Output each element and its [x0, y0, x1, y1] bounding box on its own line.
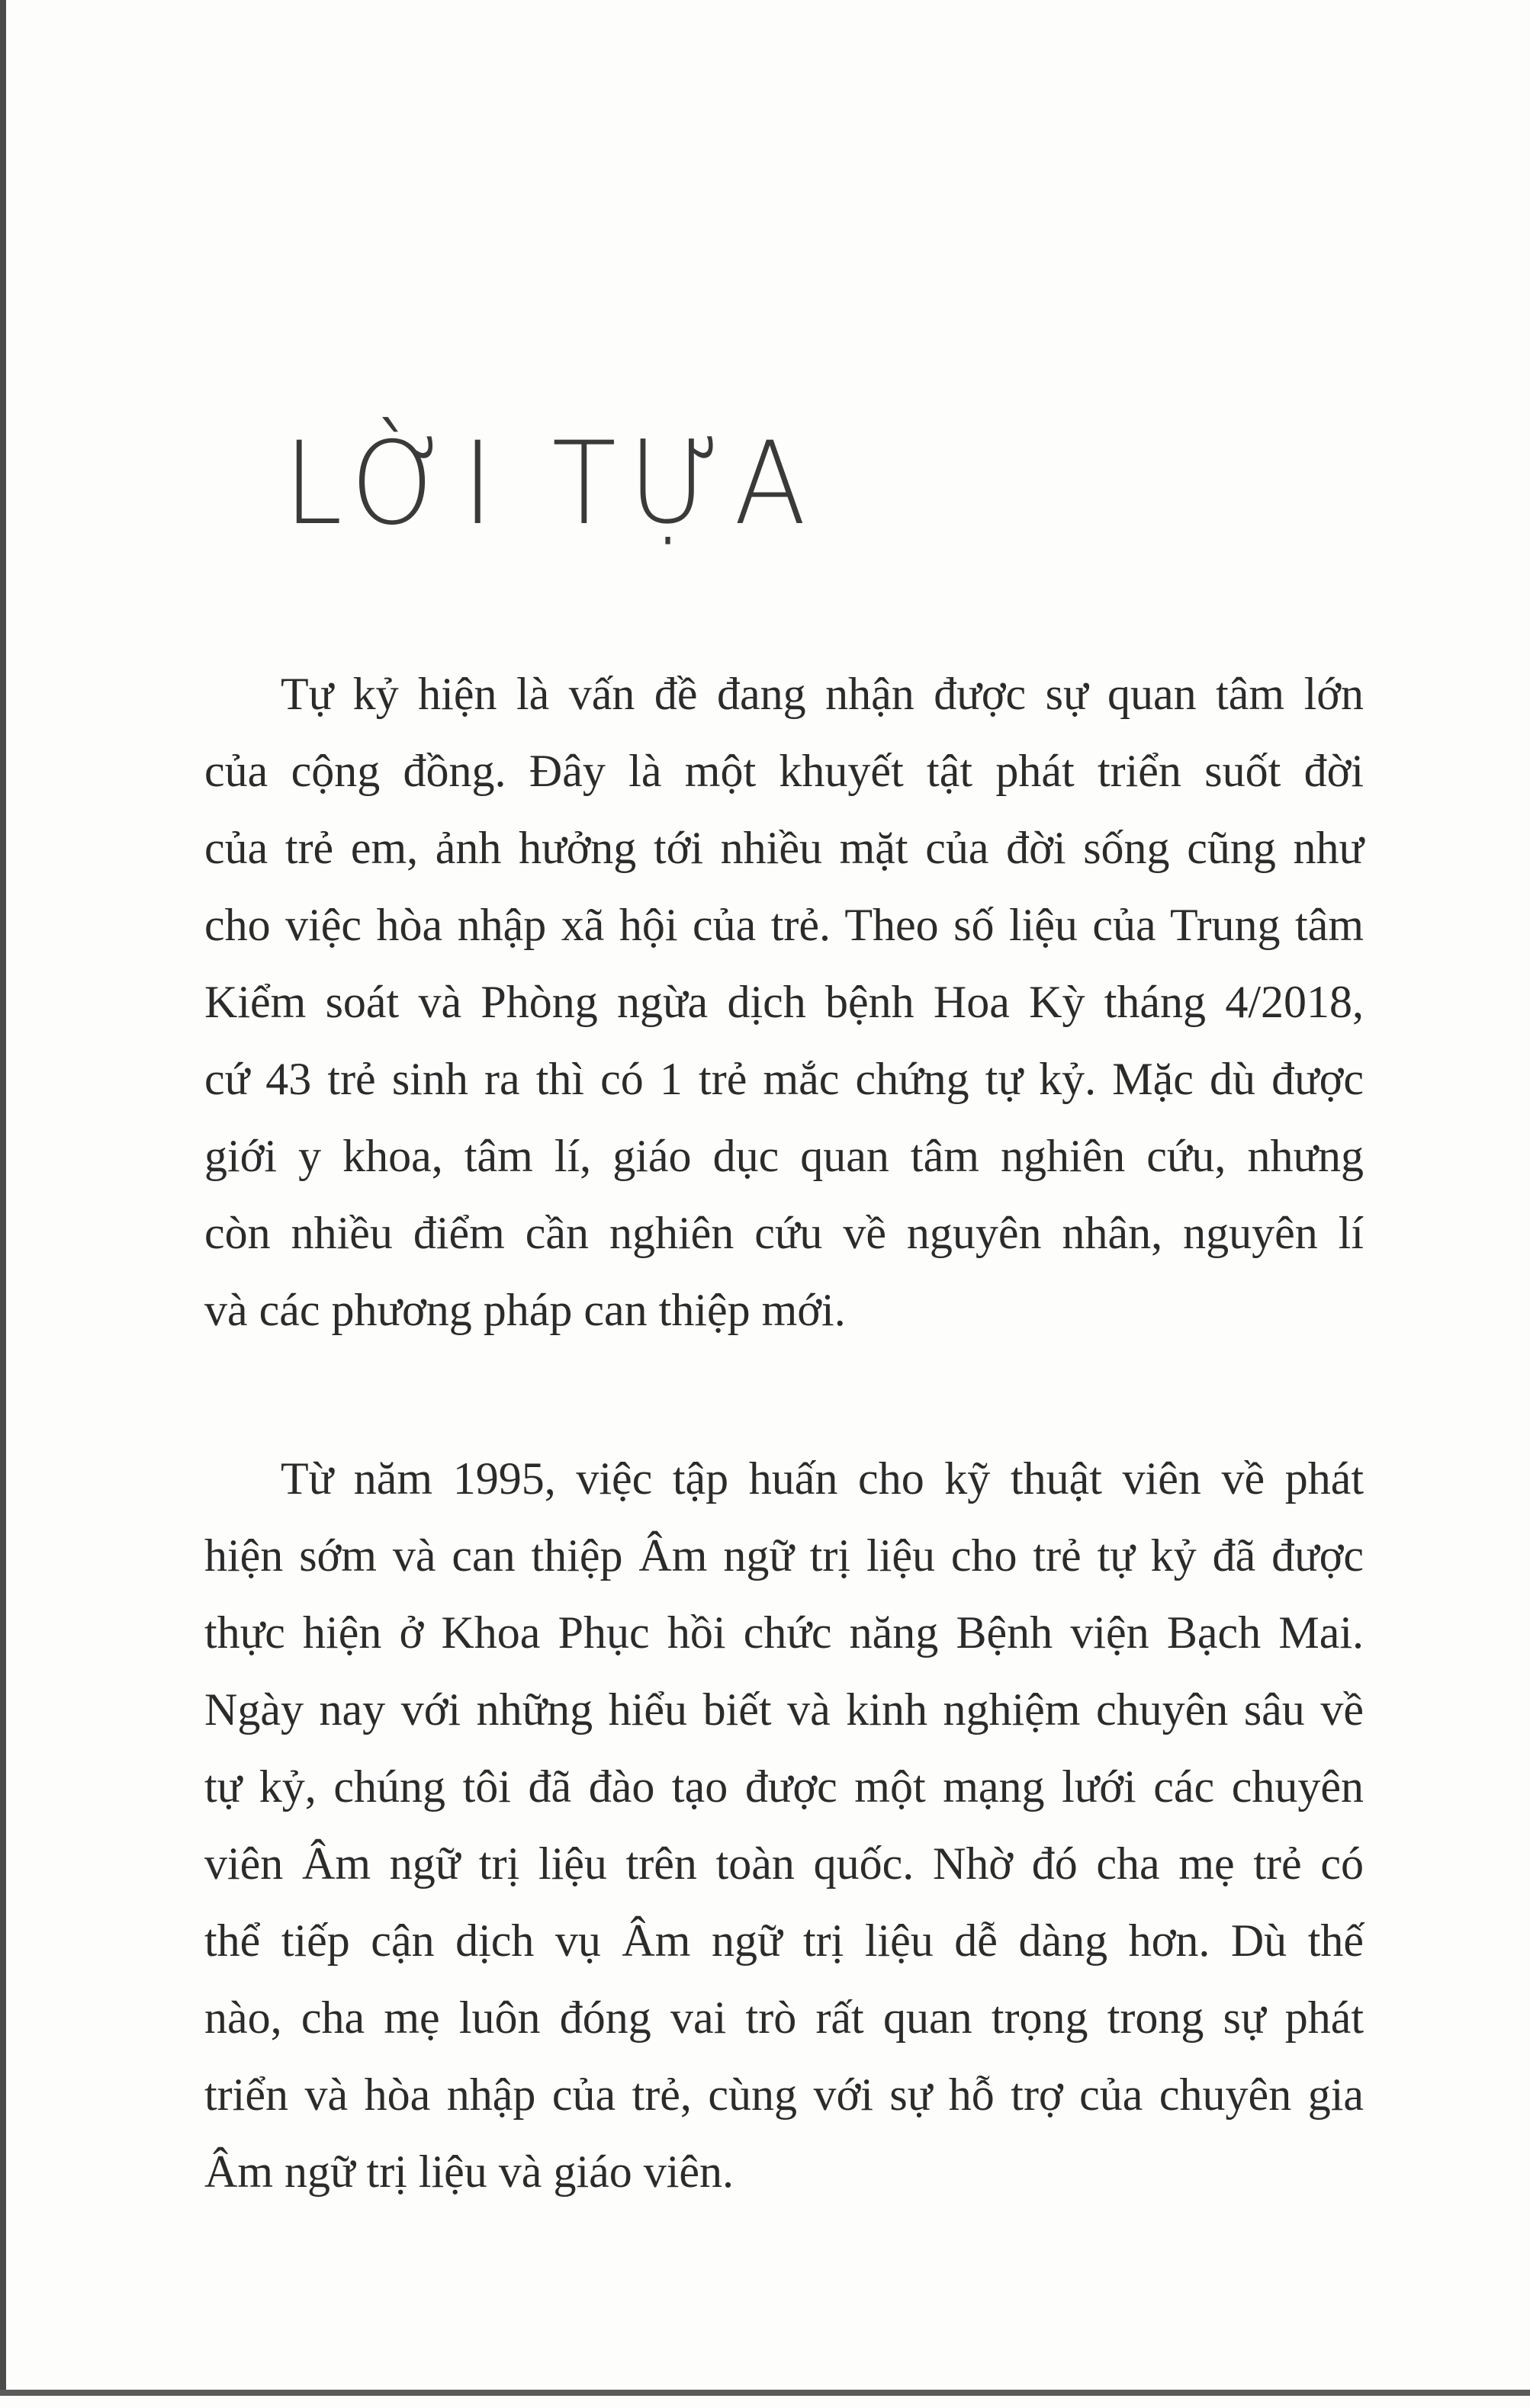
text-line: triển và hòa nhập của trẻ, cùng với sự hỗ trợ của chuyên gia	[204, 2069, 1364, 2120]
text-line: thể tiếp cận dịch vụ Âm ngữ trị liệu dễ dàng hơn. Dù thế	[204, 1915, 1364, 1966]
text-line: nào, cha mẹ luôn đóng vai trò rất quan trọng trong sự phát	[204, 1992, 1364, 2043]
text-line: và các phương pháp can thiệp mới.	[204, 1285, 846, 1335]
scan-left-edge	[0, 0, 6, 2394]
text-line: Kiểm soát và Phòng ngừa dịch bệnh Hoa Kỳ tháng 4/2018,	[204, 977, 1364, 1027]
text-line: Âm ngữ trị liệu và giáo viên.	[204, 2146, 734, 2197]
text-line: giới y khoa, tâm lí, giáo dục quan tâm nghiên cứu, nhưng	[204, 1131, 1364, 1181]
scan-bottom-edge	[0, 2390, 1530, 2396]
text-line: còn nhiều điểm cần nghiên cứu về nguyên nhân, nguyên lí	[204, 1208, 1364, 1258]
text-line: hiện sớm và can thiệp Âm ngữ trị liệu cho trẻ tự kỷ đã được	[204, 1530, 1364, 1581]
text-line: Từ năm 1995, việc tập huấn cho kỹ thuật viên về phát	[281, 1453, 1364, 1504]
paragraph-2	[204, 1440, 1364, 2211]
paragraph-1	[204, 656, 1364, 1349]
text-line: thực hiện ở Khoa Phục hồi chức năng Bệnh viện Bạch Mai.	[204, 1607, 1364, 1658]
text-line: Tự kỷ hiện là vấn đề đang nhận được sự quan tâm lớn	[281, 669, 1364, 719]
paragraph-spacer	[204, 1349, 1364, 1440]
text-line: của trẻ em, ảnh hưởng tới nhiều mặt của đời sống cũng như	[204, 823, 1364, 873]
text-line: cho việc hòa nhập xã hội của trẻ. Theo số liệu của Trung tâm	[204, 900, 1364, 950]
text-line: của cộng đồng. Đây là một khuyết tật phát triển suốt đời	[204, 746, 1364, 796]
text-line: tự kỷ, chúng tôi đã đào tạo được một mạng lưới các chuyên	[204, 1761, 1364, 1812]
body-text	[204, 656, 1364, 2211]
chapter-title: LỜI TỰA	[284, 418, 819, 551]
text-line: cứ 43 trẻ sinh ra thì có 1 trẻ mắc chứng tự kỷ. Mặc dù được	[204, 1054, 1364, 1104]
text-line: Ngày nay với những hiểu biết và kinh nghiệm chuyên sâu về	[204, 1684, 1364, 1735]
text-line: viên Âm ngữ trị liệu trên toàn quốc. Nhờ đó cha mẹ trẻ có	[204, 1838, 1364, 1889]
